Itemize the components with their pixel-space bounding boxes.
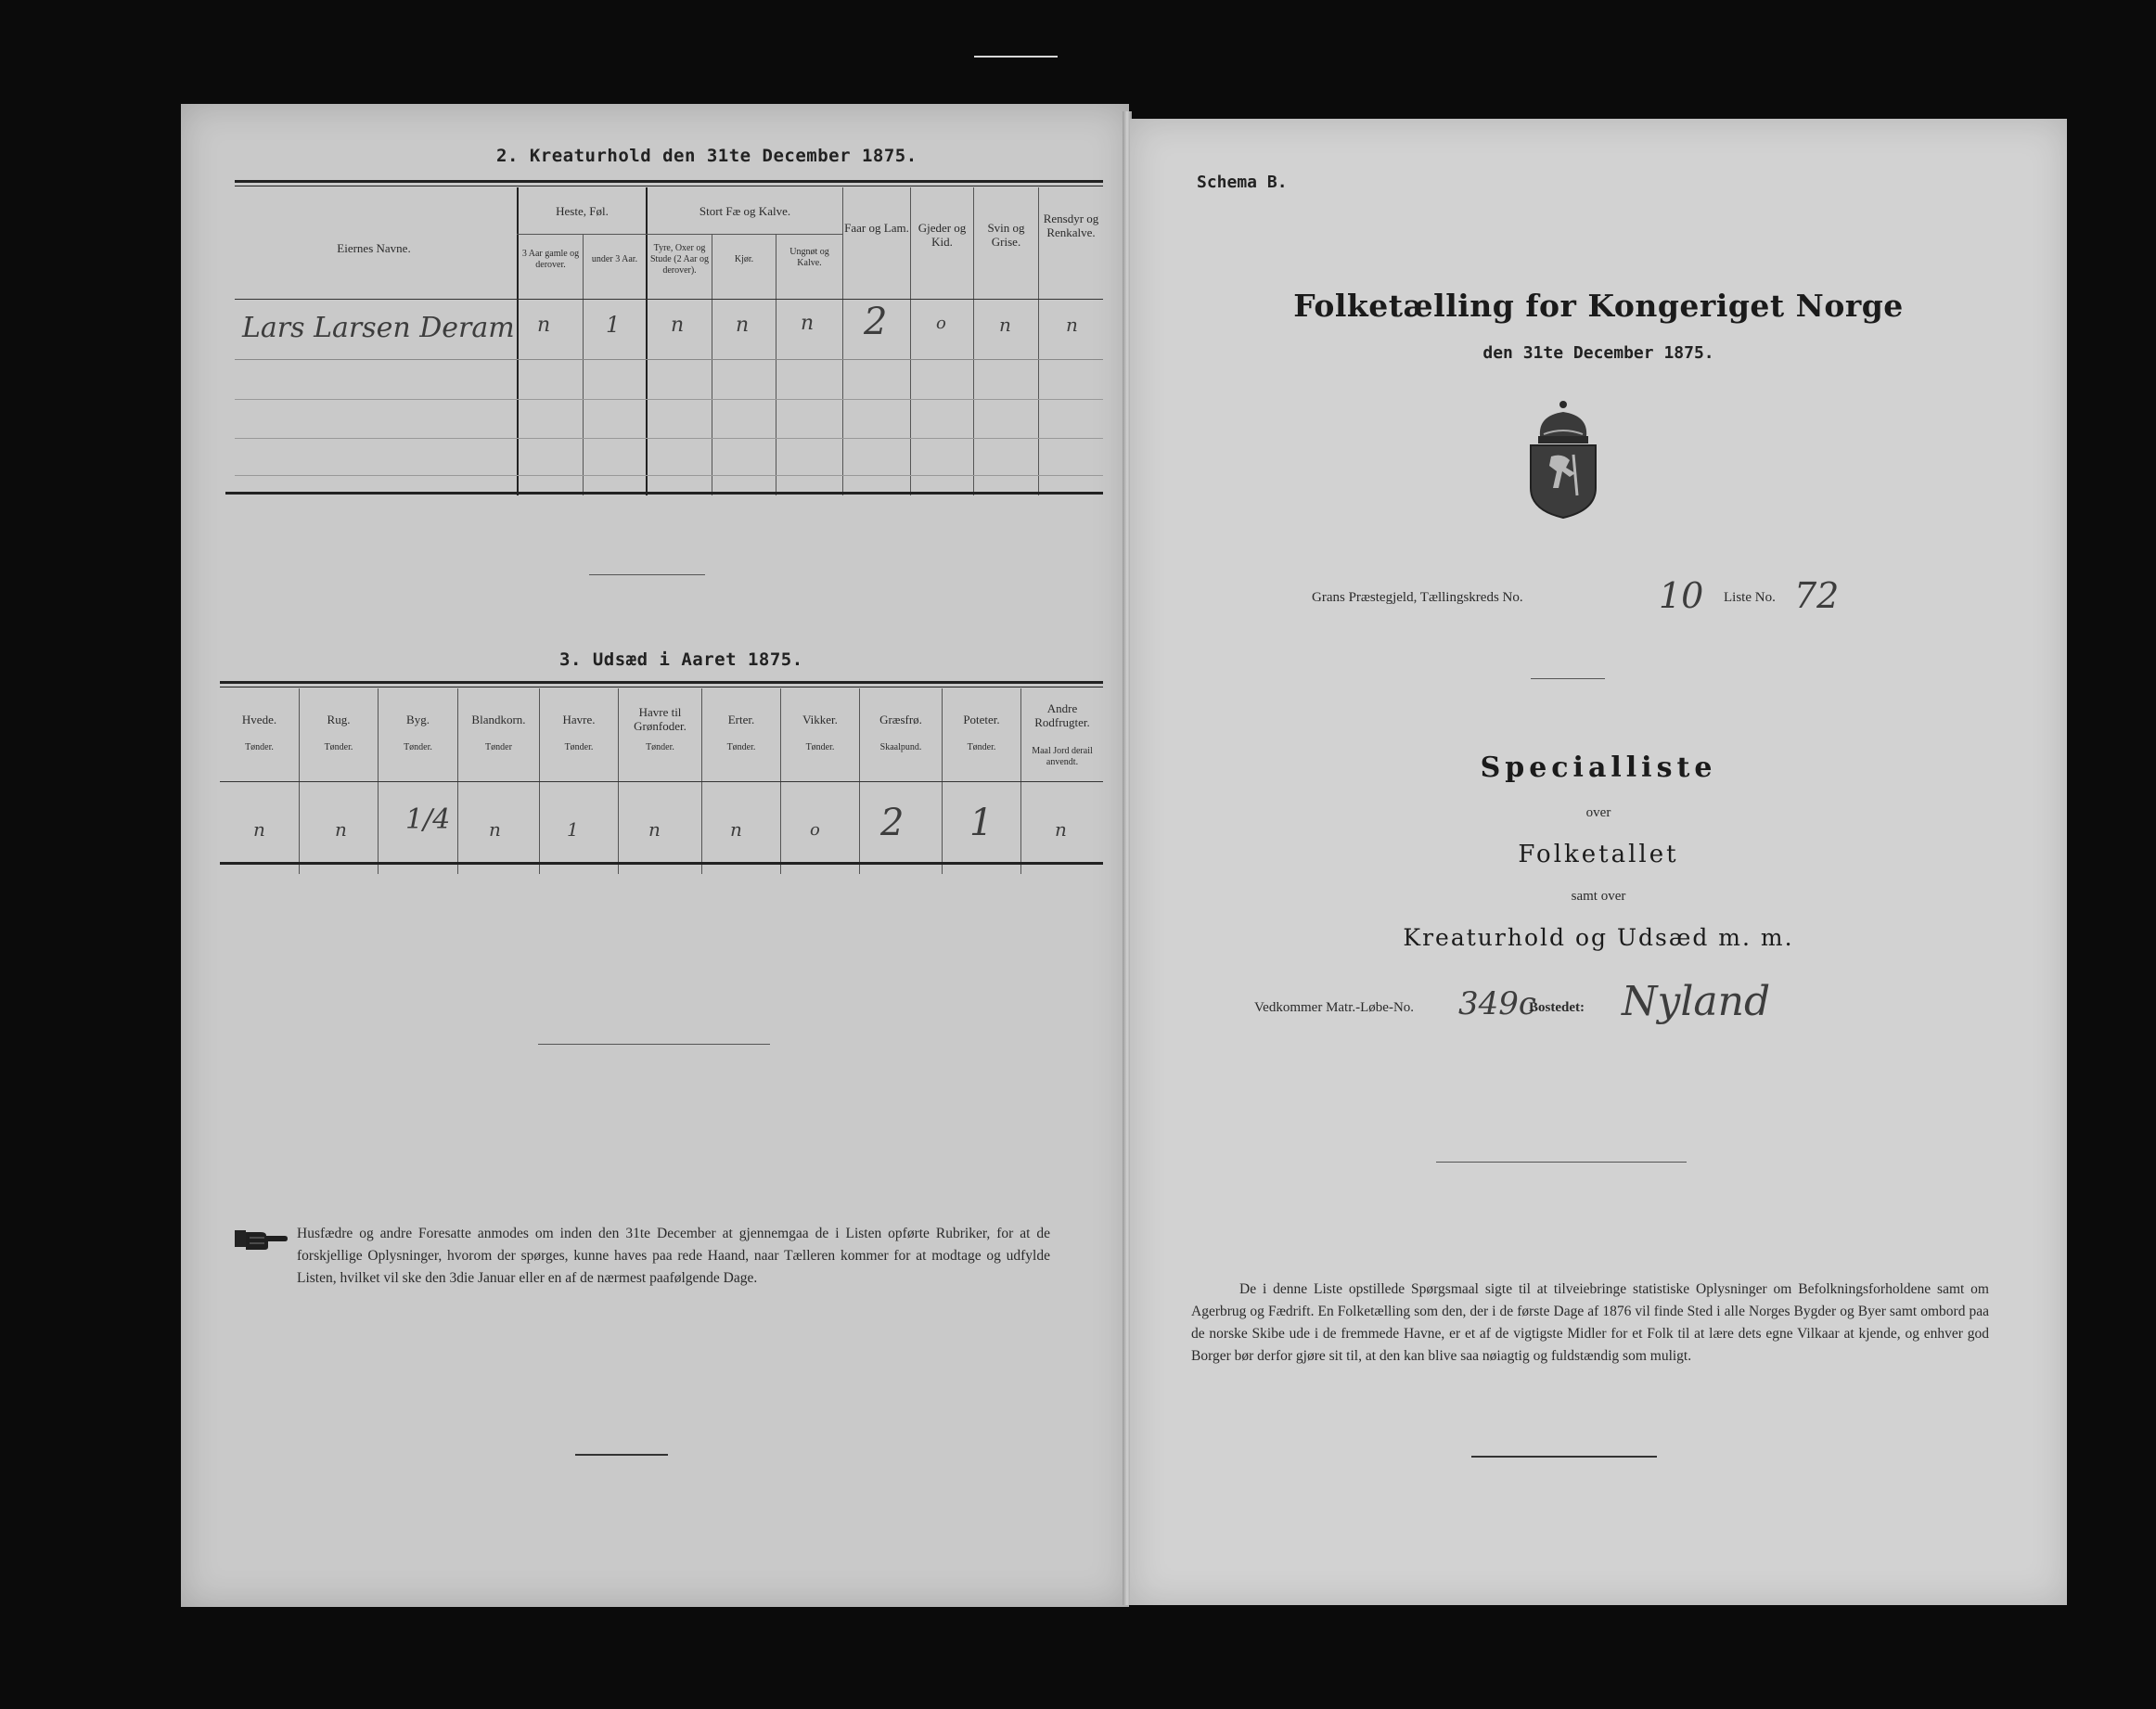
liste-no: 72: [1794, 575, 1840, 616]
scan-mark: [974, 56, 1058, 58]
value3-poteter: 1: [969, 802, 994, 844]
col3-erter-unit: Tønder.: [726, 742, 756, 752]
separator-1: [589, 574, 705, 575]
value-rensdyr: n: [1066, 314, 1078, 336]
col3-blandkorn-unit: Tønder: [485, 742, 512, 752]
specialliste-heading: Specialliste: [1480, 752, 1717, 784]
pointing-hand-icon: [233, 1225, 289, 1253]
col3-blandkorn: Blandkorn.: [471, 713, 526, 726]
value3-byg: 1/4: [405, 803, 451, 836]
col3-hvede-unit: Tønder.: [245, 742, 274, 752]
bostedet-value: Nyland: [1622, 978, 1771, 1025]
explanatory-paragraph: De i denne Liste opstillede Spørgsmaal sigte til at tilveiebringe statistiske Oplysninger om Befolkningsforholdene samt om Agerbrug og Fædrift. En Folketælling som den, der i de første Dage af 1876 vil finde Sted i alle Norges Bygder og Byer samt ombord paa de norske Skibe ude i de fremmede Havne, er et af de vigtigste Midler for et Folk til at lære dets egne Vilkaar at kjende, og enhver god Borger bør derfor gjøre sit til, at den kan blive saa nøiagtig og fuldstændig som muligt.: [1191, 1281, 1989, 1364]
col-header-kjor: Kjør.: [734, 254, 754, 264]
over-label: over: [1585, 805, 1611, 820]
col3-erter: Erter.: [727, 713, 755, 726]
col3-rug: Rug.: [327, 713, 351, 726]
value-tyre: n: [671, 314, 685, 337]
col3-vikker: Vikker.: [802, 713, 838, 726]
notice-text: Husfædre og andre Foresatte anmodes om inden den 31te December at gjennemgaa de i Listen opførte Rubriker, for at de forskjellige Oplysninger, hvorom der spørges, kunne haves paa rede Haand, naar Tælleren kommer for at modtage og udfylde Listen, hvilket vil ske den 3die Januar eller en af de nærmest paafølgende Dage.: [297, 1226, 1050, 1286]
section3-bottom-rule: [220, 862, 1103, 865]
col3-byg: Byg.: [406, 713, 430, 726]
right-sheet: [1130, 119, 2067, 1605]
section3-table: [220, 688, 1103, 874]
value-kjor: n: [736, 314, 750, 337]
col3-havre-gronfoder: Havre til Grønfoder.: [634, 705, 687, 733]
samt-over-label: samt over: [1571, 889, 1626, 904]
col-header-faar: Faar og Lam.: [844, 221, 909, 235]
col3-andre-unit: Maal Jord derail anvendt.: [1032, 746, 1093, 767]
left-sheet: [181, 104, 1129, 1607]
col3-byg-unit: Tønder.: [404, 742, 432, 752]
value3-rug: n: [335, 818, 347, 841]
stort-fae-group-header: Stort Fæ og Kalve.: [699, 204, 791, 218]
col-header-ungnot: Ungnøt og Kalve.: [789, 247, 829, 268]
col3-graesfro-unit: Skaalpund.: [879, 742, 922, 752]
section3-title: 3. Udsæd i Aaret 1875.: [559, 649, 803, 670]
folketallet-heading: Folketallet: [1518, 841, 1679, 868]
bostedet-label: Bostedet:: [1529, 1000, 1585, 1015]
value3-andre: n: [1055, 818, 1067, 841]
kreaturhold-heading: Kreaturhold og Udsæd m. m.: [1403, 924, 1794, 951]
col-header-gjeder: Gjeder og Kid.: [918, 221, 967, 249]
separator-3: [575, 1454, 668, 1456]
matr-label: Vedkommer Matr.-Løbe-No.: [1254, 1000, 1415, 1015]
section3-top-rule: [220, 681, 1103, 684]
owner-header: Eiernes Navne.: [337, 241, 411, 255]
value3-hvede: n: [253, 818, 265, 841]
separator-right-2: [1436, 1162, 1687, 1163]
value-faar: 2: [864, 301, 888, 343]
col-header-svin: Svin og Grise.: [987, 221, 1025, 249]
liste-label: Liste No.: [1724, 590, 1776, 605]
value3-graesfro: 2: [880, 802, 905, 844]
value3-havre-gronfoder: n: [648, 818, 661, 841]
col3-rug-unit: Tønder.: [324, 742, 353, 752]
col-header-tyre: Tyre, Oxer og Stude (2 Aar og derover).: [649, 243, 710, 276]
value3-havre: 1: [567, 818, 579, 841]
value-ungnot: n: [801, 312, 815, 335]
col3-poteter: Poteter.: [963, 713, 1000, 726]
value3-vikker: o: [810, 820, 820, 840]
col3-graesfro: Græsfrø.: [879, 713, 922, 726]
district-prefix: Grans Præstegjeld, Tællingskreds No.: [1312, 590, 1523, 605]
section2-top-rule: [235, 180, 1103, 183]
separator-right-1: [1531, 678, 1605, 679]
col3-poteter-unit: Tønder.: [967, 742, 996, 752]
kreds-no: 10: [1659, 575, 1704, 616]
value-gjeder: o: [936, 314, 946, 333]
col3-havre: Havre.: [562, 713, 596, 726]
col3-andre: Andre Rodfrugter.: [1034, 701, 1090, 729]
value3-blandkorn: n: [489, 818, 501, 841]
col-header-rensdyr: Rensdyr og Renkalve.: [1043, 212, 1099, 239]
owner-name: Lars Larsen Deram: [242, 312, 515, 344]
section2-table: [235, 187, 1103, 495]
col-header-heste-3aar: 3 Aar gamle og derover.: [521, 249, 580, 270]
coat-of-arms-icon: [1521, 399, 1605, 520]
col3-havre-unit: Tønder.: [564, 742, 594, 752]
heste-group-header: Heste, Føl.: [556, 204, 609, 218]
section2-bottom-rule: [225, 492, 1103, 495]
value3-erter: n: [730, 818, 742, 841]
separator-2: [538, 1044, 770, 1045]
schema-label: Schema B.: [1197, 173, 1288, 192]
col3-hvede: Hvede.: [241, 713, 277, 726]
value-svin: n: [999, 314, 1011, 336]
main-title: Folketælling for Kongeriget Norge: [1293, 288, 1904, 324]
value-heste-under3: 1: [606, 312, 621, 338]
col-header-heste-under3: under 3 Aar.: [591, 254, 638, 264]
separator-right-3: [1471, 1456, 1657, 1458]
section2-title: 2. Kreaturhold den 31te December 1875.: [496, 146, 918, 166]
col3-havre-gronfoder-unit: Tønder.: [646, 742, 674, 752]
col3-vikker-unit: Tønder.: [805, 742, 835, 752]
value-heste-3aar: n: [537, 314, 551, 337]
matr-no: 349c: [1458, 985, 1536, 1022]
census-date: den 31te December 1875.: [1482, 343, 1714, 363]
